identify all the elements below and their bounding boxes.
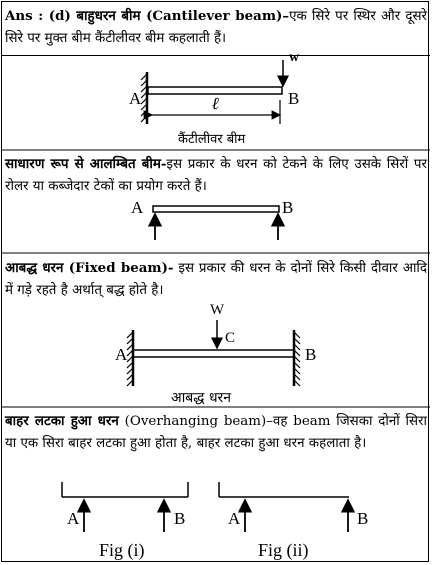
fixed-beam-text: इस प्रकार की धरन के दोनों सिरे किसी दीवार आदि में गड़े रहते है अर्थात् बद्ध होते है। xyxy=(5,261,428,298)
fig2-label-b: B xyxy=(357,509,369,528)
fig1-label-a: A xyxy=(67,509,80,528)
cantilever-label-a: A xyxy=(129,89,142,108)
fixed-label-w: W xyxy=(210,302,225,318)
simply-supported-text: इस प्रकार के धरन को टेकने के लिए उसके सिरों पर रोलर या कब्जेदार टेकों का प्रयोग करते हैं। xyxy=(5,157,427,194)
fig2-label-a: A xyxy=(228,509,241,528)
fixed-caption: आबद्ध धरन xyxy=(171,390,232,406)
overhanging-fig-1 xyxy=(62,482,188,532)
simply-supported-paragraph xyxy=(5,153,427,198)
fixed-label-a: A xyxy=(115,345,128,364)
fixed-beam-diagram xyxy=(127,320,300,386)
simply-supported-diagram xyxy=(153,206,279,240)
fig1-caption: Fig (i) xyxy=(99,540,145,560)
fig1-label-b: B xyxy=(174,509,186,528)
simply-supported-heading: साधारण रूप से आलम्बित बीम- xyxy=(5,156,167,172)
simply-supported-label-b: B xyxy=(282,198,294,217)
fixed-beam-heading: आबद्ध धरन (Fixed beam)- xyxy=(5,260,174,276)
overhanging-heading: बाहर लटका हुआ धरन xyxy=(5,413,119,429)
fixed-label-b: B xyxy=(305,345,317,364)
simply-supported-beam xyxy=(153,206,279,212)
overhanging-text: (Overhanging beam)–वह beam जिसका दोनों सिरा या एक सिरा बाहर लटका हुआ होता है, बाहर लटका हुआ धरन कहलाता है। xyxy=(5,414,427,451)
overhanging-paragraph xyxy=(5,410,427,455)
cantilever-label-b: B xyxy=(288,89,300,108)
cantilever-caption: कैंटीलीवर बीम xyxy=(178,132,246,147)
cantilever-diagram xyxy=(141,60,283,124)
cantilever-label-length: ℓ xyxy=(212,94,220,113)
simply-supported-label-a: A xyxy=(131,198,144,217)
fixed-label-c: C xyxy=(225,330,236,346)
answer-heading: Ans : (d) बाहुधरन बीम (Cantilever beam)– xyxy=(5,8,290,24)
fig2-caption: Fig (ii) xyxy=(258,540,309,560)
cantilever-beam xyxy=(148,87,282,94)
answer-text: एक सिरे पर स्थिर और दूसरे सिरे पर मुक्त बीम कैंटीलीवर बीम कहलाती हैं। xyxy=(5,9,427,46)
cantilever-label-w: w xyxy=(289,50,300,65)
fixed-beam-paragraph xyxy=(5,257,427,302)
